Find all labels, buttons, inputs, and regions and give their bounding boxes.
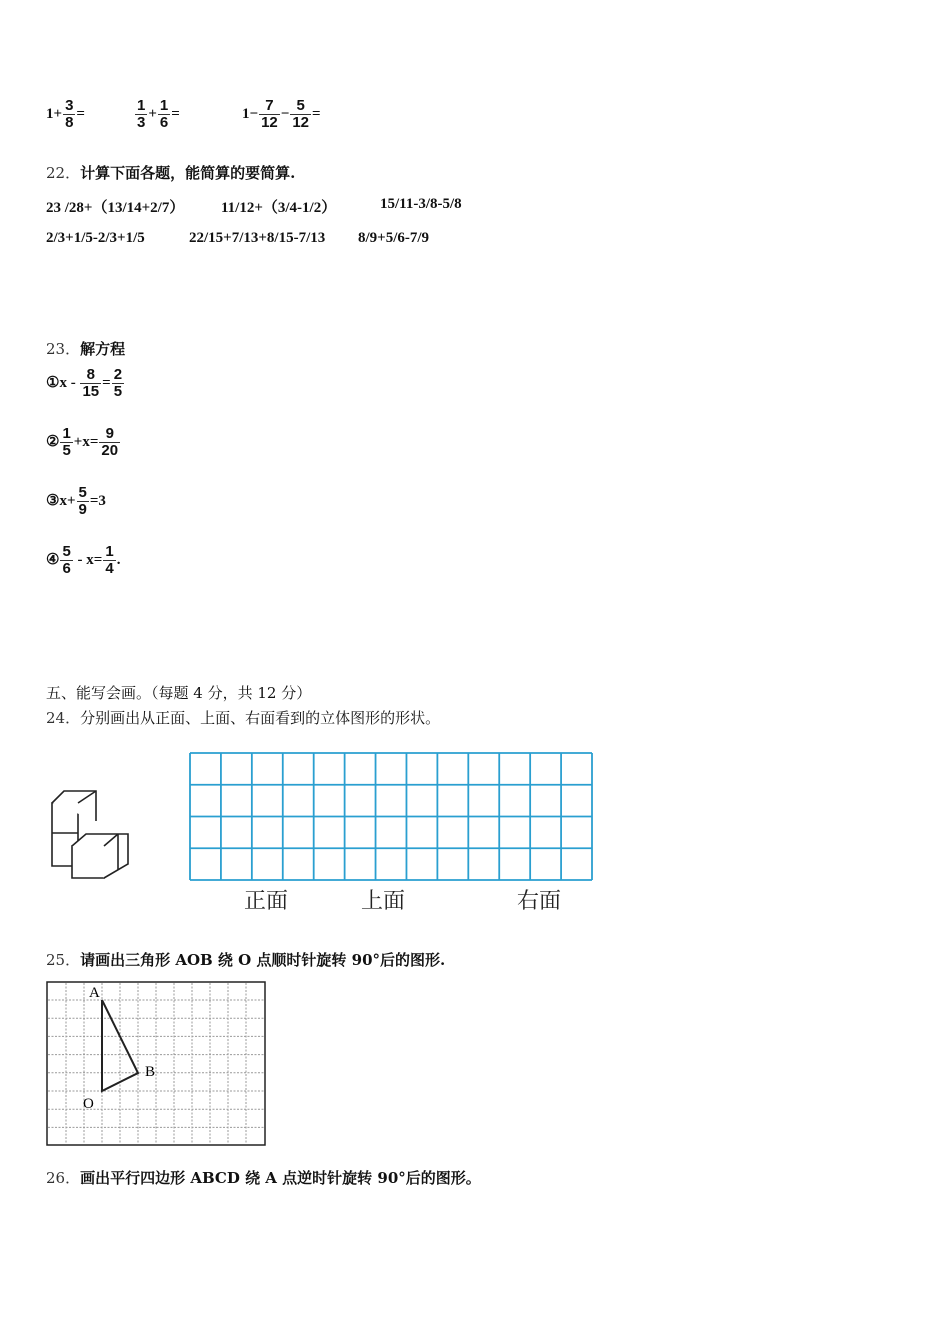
expr-3: 1− $\frac{7}{12}$ − $\frac{5}{12}$ = <box>242 97 321 131</box>
label-front: 正面 <box>244 889 289 914</box>
question-24-title: 24．分别画出从正面、上面、右面看到的立体图形的形状。 <box>46 709 441 727</box>
question-23-title: 23．解方程 <box>46 340 126 358</box>
point-o-label: O <box>83 1096 94 1112</box>
fraction: $\frac{3}{8}$ <box>65 97 74 131</box>
section-heading: 五、能写会画。（每题 4 分，共 12 分） <box>46 684 312 702</box>
triangle-grid[interactable] <box>46 981 266 1146</box>
calc-item: 2/3+1/5-2/3+1/5 <box>46 230 145 246</box>
calc-item: 15/11-3/8-5/8 <box>380 196 462 212</box>
equation-3: ③x+ $\frac{5}{9}$ =3 <box>46 484 106 518</box>
expr-1: 1+ $\frac{3}{8}$ = <box>46 97 85 131</box>
equation-4: ④ $\frac{5}{6}$ - x= $\frac{1}{4}$ . <box>46 543 121 577</box>
expr-2: $\frac{1}{3}$ + $\frac{1}{6}$ = <box>137 97 180 131</box>
calc-item: 22/15+7/13+8/15-7/13 <box>189 230 326 246</box>
label-top: 上面 <box>361 889 406 914</box>
question-26-title: 26．画出平行四边形 ABCD 绕 A 点逆时针旋转 90°后的图形。 <box>46 1169 481 1187</box>
equation-2: ② $\frac{1}{5}$ +x= $\frac{9}{20}$ <box>46 425 119 459</box>
calc-item: 23 /28+（13/14+2/7） <box>46 200 185 216</box>
question-22-title: 22．计算下面各题，能简算的要简算. <box>46 164 296 182</box>
point-a-label: A <box>89 985 100 1001</box>
label-right: 右面 <box>517 889 562 914</box>
calc-item: 11/12+（3/4-1/2） <box>221 200 337 216</box>
point-b-label: B <box>145 1064 156 1080</box>
question-25-title: 25．请画出三角形 AOB 绕 O 点顺时针旋转 90°后的图形. <box>46 951 446 969</box>
equation-1: ①x - $\frac{8}{15}$ = $\frac{2}{5}$ <box>46 366 123 400</box>
calc-item: 8/9+5/6-7/9 <box>358 230 430 246</box>
cube-stack-figure <box>46 786 132 882</box>
drawing-grid[interactable] <box>189 752 593 882</box>
